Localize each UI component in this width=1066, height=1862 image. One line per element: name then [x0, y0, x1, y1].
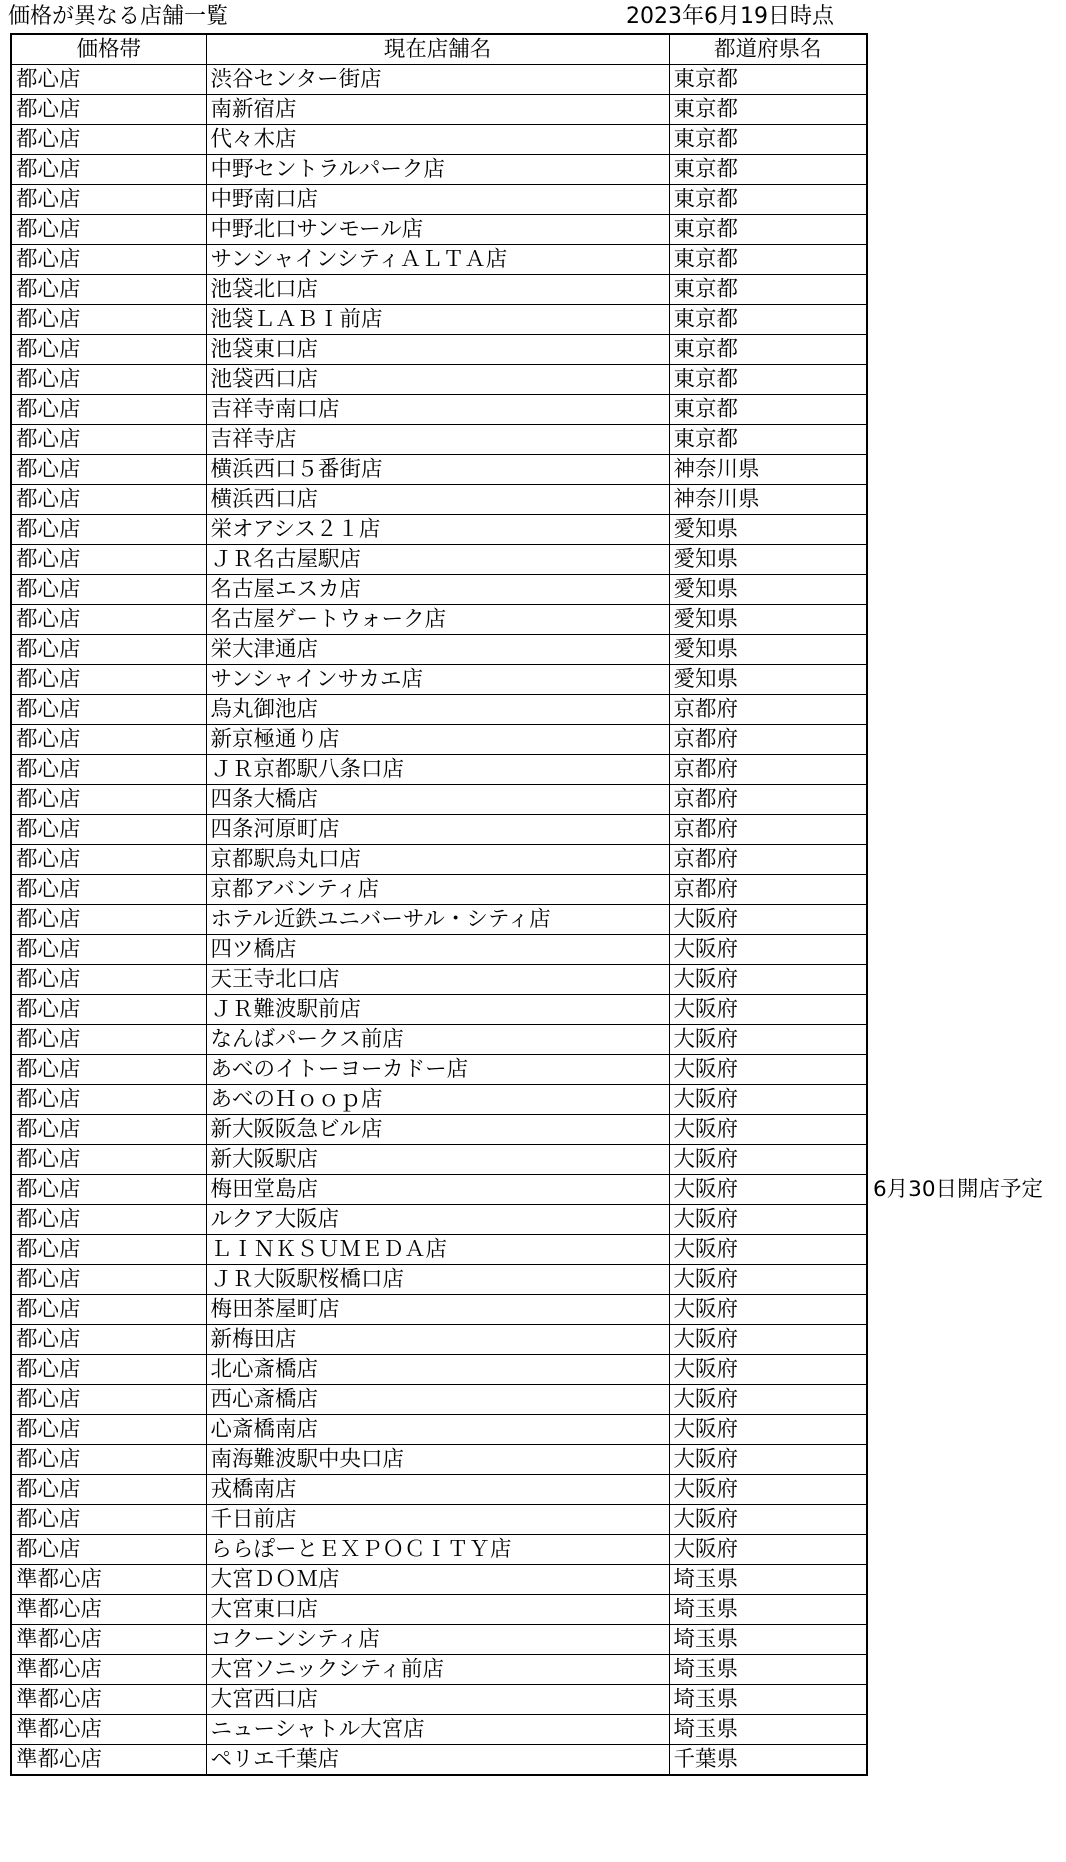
- store-name-cell: 大宮ソニックシティ前店: [206, 1655, 669, 1685]
- prefecture-cell: 東京都: [669, 335, 867, 365]
- table-row: [11, 1325, 867, 1355]
- table-row: [11, 1625, 867, 1655]
- price-band-cell: 都心店: [11, 575, 206, 605]
- price-band-cell: 都心店: [11, 845, 206, 875]
- store-name-cell: 大宮ＤＯＭ店: [206, 1565, 669, 1595]
- prefecture-cell: 大阪府: [669, 1055, 867, 1085]
- price-band-cell: 都心店: [11, 965, 206, 995]
- prefecture-cell: 大阪府: [669, 1295, 867, 1325]
- table-row: [11, 1655, 867, 1685]
- price-band-cell: 都心店: [11, 545, 206, 575]
- prefecture-cell: 埼玉県: [669, 1685, 867, 1715]
- store-name-cell: 大宮西口店: [206, 1685, 669, 1715]
- prefecture-cell: 大阪府: [669, 1415, 867, 1445]
- prefecture-cell: 東京都: [669, 155, 867, 185]
- store-table: [10, 33, 868, 1776]
- price-band-cell: 都心店: [11, 695, 206, 725]
- prefecture-cell: 愛知県: [669, 515, 867, 545]
- prefecture-cell: 京都府: [669, 815, 867, 845]
- store-name-cell: 池袋ＬＡＢＩ前店: [206, 305, 669, 335]
- price-band-cell: 都心店: [11, 275, 206, 305]
- store-name-cell: コクーンシティ店: [206, 1625, 669, 1655]
- store-name-cell: 京都駅烏丸口店: [206, 845, 669, 875]
- store-name-cell: 新京極通り店: [206, 725, 669, 755]
- prefecture-cell: 大阪府: [669, 1445, 867, 1475]
- price-band-cell: 準都心店: [11, 1745, 206, 1776]
- store-name-cell: 北心斎橋店: [206, 1355, 669, 1385]
- price-band-cell: 準都心店: [11, 1625, 206, 1655]
- header-prefecture: 都道府県名: [669, 34, 867, 65]
- store-name-cell: 心斎橋南店: [206, 1415, 669, 1445]
- price-band-cell: 都心店: [11, 875, 206, 905]
- store-name-cell: 名古屋ゲートウォーク店: [206, 605, 669, 635]
- table-row: [11, 305, 867, 335]
- price-band-cell: 都心店: [11, 995, 206, 1025]
- store-name-cell: なんばパークス前店: [206, 1025, 669, 1055]
- store-name-cell: 池袋西口店: [206, 365, 669, 395]
- prefecture-cell: 大阪府: [669, 1175, 867, 1205]
- prefecture-cell: 東京都: [669, 95, 867, 125]
- price-band-cell: 準都心店: [11, 1715, 206, 1745]
- price-band-cell: 都心店: [11, 65, 206, 95]
- store-name-cell: ＪＲ京都駅八条口店: [206, 755, 669, 785]
- store-name-cell: 梅田堂島店: [206, 1175, 669, 1205]
- prefecture-cell: 大阪府: [669, 1145, 867, 1175]
- price-band-cell: 都心店: [11, 215, 206, 245]
- price-band-cell: 都心店: [11, 485, 206, 515]
- prefecture-cell: 大阪府: [669, 935, 867, 965]
- price-band-cell: 準都心店: [11, 1595, 206, 1625]
- price-band-cell: 都心店: [11, 1475, 206, 1505]
- price-band-cell: 都心店: [11, 1175, 206, 1205]
- store-name-cell: 新大阪駅店: [206, 1145, 669, 1175]
- store-name-cell: サンシャインシティＡＬＴＡ店: [206, 245, 669, 275]
- table-row: [11, 1535, 867, 1565]
- table-row: [11, 1745, 867, 1776]
- price-band-cell: 都心店: [11, 935, 206, 965]
- table-row: [11, 185, 867, 215]
- store-name-cell: 四条大橋店: [206, 785, 669, 815]
- table-row: [11, 1385, 867, 1415]
- price-band-cell: 都心店: [11, 1355, 206, 1385]
- store-name-cell: 西心斎橋店: [206, 1385, 669, 1415]
- price-band-cell: 都心店: [11, 455, 206, 485]
- table-row: [11, 1295, 867, 1325]
- prefecture-cell: 神奈川県: [669, 485, 867, 515]
- table-row: [11, 1115, 867, 1145]
- table-row: [11, 215, 867, 245]
- table-row: [11, 1715, 867, 1745]
- prefecture-cell: 大阪府: [669, 1325, 867, 1355]
- prefecture-cell: 大阪府: [669, 1085, 867, 1115]
- prefecture-cell: 大阪府: [669, 995, 867, 1025]
- prefecture-cell: 東京都: [669, 215, 867, 245]
- store-name-cell: 吉祥寺店: [206, 425, 669, 455]
- prefecture-cell: 京都府: [669, 845, 867, 875]
- store-name-cell: 渋谷センター街店: [206, 65, 669, 95]
- table-row: [11, 575, 867, 605]
- store-name-cell: 南海難波駅中央口店: [206, 1445, 669, 1475]
- store-name-cell: 中野セントラルパーク店: [206, 155, 669, 185]
- store-name-cell: 千日前店: [206, 1505, 669, 1535]
- price-band-cell: 都心店: [11, 335, 206, 365]
- header-price-band: 価格帯: [11, 34, 206, 65]
- prefecture-cell: 愛知県: [669, 635, 867, 665]
- store-name-cell: 代々木店: [206, 125, 669, 155]
- prefecture-cell: 東京都: [669, 65, 867, 95]
- price-band-cell: 都心店: [11, 185, 206, 215]
- store-name-cell: ＬＩＮＫＳＵＭＥＤＡ店: [206, 1235, 669, 1265]
- table-row: [11, 1265, 867, 1295]
- prefecture-cell: 東京都: [669, 185, 867, 215]
- price-band-cell: 都心店: [11, 665, 206, 695]
- prefecture-cell: 京都府: [669, 875, 867, 905]
- price-band-cell: 都心店: [11, 515, 206, 545]
- price-band-cell: 都心店: [11, 905, 206, 935]
- table-row: [11, 485, 867, 515]
- prefecture-cell: 大阪府: [669, 1475, 867, 1505]
- table-row: [11, 155, 867, 185]
- table-row: [11, 1415, 867, 1445]
- price-band-cell: 都心店: [11, 1025, 206, 1055]
- table-row: [11, 95, 867, 125]
- price-band-cell: 都心店: [11, 305, 206, 335]
- prefecture-cell: 大阪府: [669, 1355, 867, 1385]
- table-row: [11, 395, 867, 425]
- prefecture-cell: 愛知県: [669, 545, 867, 575]
- table-row: [11, 1055, 867, 1085]
- table-row: [11, 1475, 867, 1505]
- store-name-cell: 京都アバンティ店: [206, 875, 669, 905]
- store-name-cell: ルクア大阪店: [206, 1205, 669, 1235]
- price-band-cell: 準都心店: [11, 1685, 206, 1715]
- table-row: [11, 755, 867, 785]
- document-title: 価格が異なる店舗一覧: [8, 4, 229, 29]
- table-row: [11, 1355, 867, 1385]
- prefecture-cell: 東京都: [669, 305, 867, 335]
- price-band-cell: 都心店: [11, 1295, 206, 1325]
- table-body: [11, 65, 867, 1776]
- store-name-cell: 栄オアシス２１店: [206, 515, 669, 545]
- prefecture-cell: 大阪府: [669, 905, 867, 935]
- prefecture-cell: 愛知県: [669, 665, 867, 695]
- prefecture-cell: 大阪府: [669, 1265, 867, 1295]
- store-name-cell: 中野南口店: [206, 185, 669, 215]
- table-row: [11, 455, 867, 485]
- price-band-cell: 準都心店: [11, 1565, 206, 1595]
- table-row: [11, 335, 867, 365]
- table-row: [11, 245, 867, 275]
- table-row: [11, 515, 867, 545]
- table-row: [11, 1085, 867, 1115]
- store-name-cell: 横浜西口店: [206, 485, 669, 515]
- prefecture-cell: 京都府: [669, 695, 867, 725]
- prefecture-cell: 東京都: [669, 125, 867, 155]
- opening-note: 6月30日開店予定: [873, 1176, 1044, 1202]
- store-name-cell: 中野北口サンモール店: [206, 215, 669, 245]
- table-row: [11, 1205, 867, 1235]
- store-name-cell: 大宮東口店: [206, 1595, 669, 1625]
- prefecture-cell: 愛知県: [669, 605, 867, 635]
- store-name-cell: 戎橋南店: [206, 1475, 669, 1505]
- store-name-cell: 四ツ橋店: [206, 935, 669, 965]
- store-name-cell: 新大阪阪急ビル店: [206, 1115, 669, 1145]
- price-band-cell: 都心店: [11, 785, 206, 815]
- store-name-cell: ＪＲ名古屋駅店: [206, 545, 669, 575]
- price-band-cell: 都心店: [11, 125, 206, 155]
- table-row: [11, 1595, 867, 1625]
- price-band-cell: 都心店: [11, 1385, 206, 1415]
- store-name-cell: 栄大津通店: [206, 635, 669, 665]
- prefecture-cell: 埼玉県: [669, 1565, 867, 1595]
- price-band-cell: 都心店: [11, 1205, 206, 1235]
- table-row: [11, 725, 867, 755]
- price-band-cell: 都心店: [11, 1505, 206, 1535]
- prefecture-cell: 埼玉県: [669, 1595, 867, 1625]
- price-band-cell: 都心店: [11, 1535, 206, 1565]
- price-band-cell: 都心店: [11, 1415, 206, 1445]
- table-row: [11, 605, 867, 635]
- as-of-date: 2023年6月19日時点: [626, 4, 834, 29]
- prefecture-cell: 京都府: [669, 755, 867, 785]
- price-band-cell: 都心店: [11, 1055, 206, 1085]
- prefecture-cell: 愛知県: [669, 575, 867, 605]
- price-band-cell: 都心店: [11, 815, 206, 845]
- prefecture-cell: 京都府: [669, 785, 867, 815]
- prefecture-cell: 大阪府: [669, 1235, 867, 1265]
- table-row: [11, 635, 867, 665]
- store-name-cell: 池袋北口店: [206, 275, 669, 305]
- store-name-cell: サンシャインサカエ店: [206, 665, 669, 695]
- price-band-cell: 都心店: [11, 245, 206, 275]
- store-name-cell: 四条河原町店: [206, 815, 669, 845]
- store-name-cell: あべのＨｏｏｐ店: [206, 1085, 669, 1115]
- table-row: [11, 875, 867, 905]
- prefecture-cell: 神奈川県: [669, 455, 867, 485]
- store-name-cell: あべのイトーヨーカドー店: [206, 1055, 669, 1085]
- prefecture-cell: 大阪府: [669, 1205, 867, 1235]
- prefecture-cell: 京都府: [669, 725, 867, 755]
- table-row: [11, 995, 867, 1025]
- table-row: [11, 815, 867, 845]
- price-band-cell: 都心店: [11, 1445, 206, 1475]
- table-row: [11, 1565, 867, 1595]
- store-name-cell: 横浜西口５番街店: [206, 455, 669, 485]
- price-band-cell: 都心店: [11, 95, 206, 125]
- table-row: [11, 845, 867, 875]
- store-name-cell: 天王寺北口店: [206, 965, 669, 995]
- table-row: [11, 65, 867, 95]
- table-row: [11, 125, 867, 155]
- table-row: [11, 1505, 867, 1535]
- price-band-cell: 都心店: [11, 1145, 206, 1175]
- store-name-cell: 新梅田店: [206, 1325, 669, 1355]
- table-row: [11, 1025, 867, 1055]
- table-row: [11, 935, 867, 965]
- price-band-cell: 準都心店: [11, 1655, 206, 1685]
- header-store-name: 現在店舗名: [206, 34, 669, 65]
- table-row: [11, 425, 867, 455]
- price-band-cell: 都心店: [11, 1265, 206, 1295]
- price-band-cell: 都心店: [11, 155, 206, 185]
- price-band-cell: 都心店: [11, 1325, 206, 1355]
- table-row: [11, 1145, 867, 1175]
- prefecture-cell: 埼玉県: [669, 1625, 867, 1655]
- price-band-cell: 都心店: [11, 1115, 206, 1145]
- table-row: [11, 905, 867, 935]
- prefecture-cell: 東京都: [669, 395, 867, 425]
- store-name-cell: ペリエ千葉店: [206, 1745, 669, 1776]
- prefecture-cell: 大阪府: [669, 1535, 867, 1565]
- prefecture-cell: 千葉県: [669, 1745, 867, 1776]
- price-band-cell: 都心店: [11, 755, 206, 785]
- prefecture-cell: 大阪府: [669, 965, 867, 995]
- table-row: [11, 1445, 867, 1475]
- price-band-cell: 都心店: [11, 1085, 206, 1115]
- prefecture-cell: 東京都: [669, 365, 867, 395]
- store-name-cell: ＪＲ難波駅前店: [206, 995, 669, 1025]
- store-name-cell: 名古屋エスカ店: [206, 575, 669, 605]
- table-row: [11, 275, 867, 305]
- price-band-cell: 都心店: [11, 365, 206, 395]
- prefecture-cell: 大阪府: [669, 1025, 867, 1055]
- store-name-cell: ＪＲ大阪駅桜橋口店: [206, 1265, 669, 1295]
- price-band-cell: 都心店: [11, 425, 206, 455]
- price-band-cell: 都心店: [11, 725, 206, 755]
- price-band-cell: 都心店: [11, 1235, 206, 1265]
- prefecture-cell: 大阪府: [669, 1505, 867, 1535]
- price-band-cell: 都心店: [11, 395, 206, 425]
- store-name-cell: 吉祥寺南口店: [206, 395, 669, 425]
- table-row: [11, 1235, 867, 1265]
- prefecture-cell: 大阪府: [669, 1115, 867, 1145]
- prefecture-cell: 東京都: [669, 425, 867, 455]
- table-row: [11, 365, 867, 395]
- store-name-cell: ららぽーとＥＸＰＯＣＩＴＹ店: [206, 1535, 669, 1565]
- table-row: [11, 1685, 867, 1715]
- table-row: [11, 1175, 867, 1205]
- table-row: [11, 545, 867, 575]
- prefecture-cell: 埼玉県: [669, 1655, 867, 1685]
- store-name-cell: 梅田茶屋町店: [206, 1295, 669, 1325]
- table-row: [11, 665, 867, 695]
- store-name-cell: 池袋東口店: [206, 335, 669, 365]
- store-name-cell: ニューシャトル大宮店: [206, 1715, 669, 1745]
- prefecture-cell: 大阪府: [669, 1385, 867, 1415]
- prefecture-cell: 東京都: [669, 275, 867, 305]
- prefecture-cell: 東京都: [669, 245, 867, 275]
- price-band-cell: 都心店: [11, 635, 206, 665]
- store-name-cell: ホテル近鉄ユニバーサル・シティ店: [206, 905, 669, 935]
- table-row: [11, 785, 867, 815]
- table-row: [11, 695, 867, 725]
- table-header-row: [11, 34, 867, 65]
- store-name-cell: 南新宿店: [206, 95, 669, 125]
- prefecture-cell: 埼玉県: [669, 1715, 867, 1745]
- store-name-cell: 烏丸御池店: [206, 695, 669, 725]
- table-row: [11, 965, 867, 995]
- price-band-cell: 都心店: [11, 605, 206, 635]
